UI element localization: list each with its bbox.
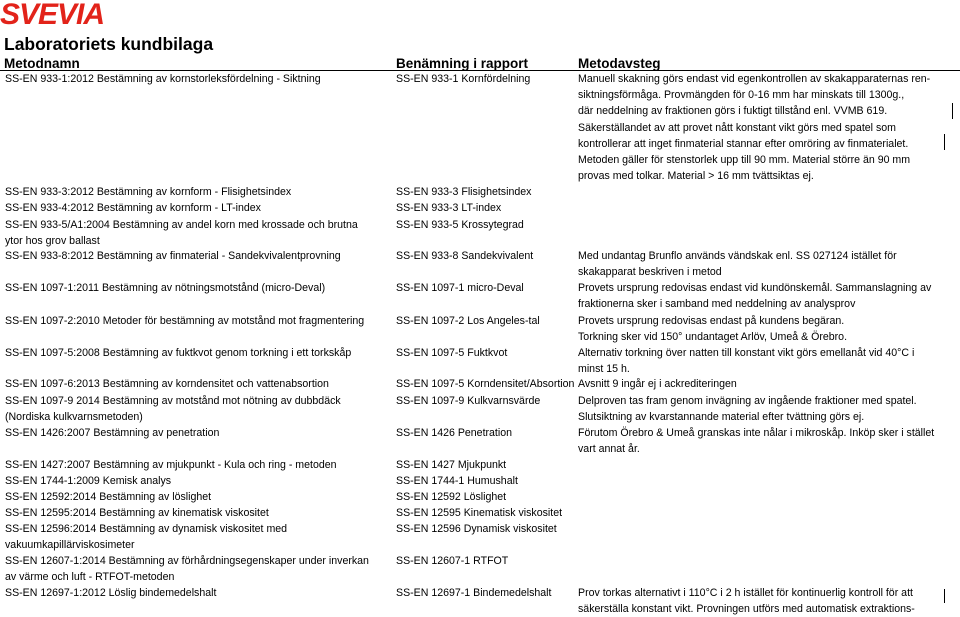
method-name-cell: vakuumkapillärviskosimeter — [5, 539, 135, 552]
method-deviation-cell: Provets ursprung redovisas endast vid kundönskemål. Sammanslagning av — [578, 282, 932, 294]
method-deviation-cell: minst 15 h. — [578, 363, 630, 376]
method-deviation-cell: Metoden gäller för stenstorlek upp till 90 mm. Material större än 90 mm — [578, 154, 911, 166]
column-header-report-name: Benämning i rapport — [396, 56, 529, 71]
method-name-cell: SS-EN 933-3:2012 Bestämning av kornform - Flisighetsindex — [5, 186, 292, 198]
method-name-cell: SS-EN 1744-1:2009 Kemisk analys — [5, 475, 172, 487]
method-deviation-cell: Alternativ torkning över natten till konstant vikt görs emellanåt vid 40°C i — [578, 347, 915, 359]
method-deviation-cell: Säkerställandet av att provet nått konstant vikt görs med spatel som — [578, 121, 896, 134]
report-name-cell: SS-EN 12697-1 Bindemedelshalt — [396, 587, 552, 599]
method-name-cell: av värme och luft - RTFOT-metoden — [5, 571, 175, 584]
report-name-cell: SS-EN 933-1 Kornfördelning — [396, 73, 531, 85]
report-name-cell: SS-EN 1097-5 Korndensitet/Absortion — [396, 378, 575, 390]
cell-border-mark — [944, 134, 945, 150]
method-name-cell: ytor hos grov ballast — [5, 235, 100, 248]
method-deviation-cell: siktningsförmåga. Provmängden för 0-16 mm har minskats till 1300g., — [578, 89, 905, 102]
report-name-cell: SS-EN 933-3 Flisighetsindex — [396, 186, 532, 198]
method-deviation-cell: Provets ursprung redovisas endast på kundens begäran. — [578, 315, 845, 327]
method-deviation-cell: Avsnitt 9 ingår ej i ackrediteringen — [578, 378, 737, 390]
column-header-method-name: Metodnamn — [4, 56, 80, 71]
method-name-cell: SS-EN 1097-5:2008 Bestämning av fuktkvot genom torkning i ett torkskåp — [5, 347, 352, 359]
method-deviation-cell: Prov torkas alternativt i 110°C i 2 h istället för kontinuerlig kontroll för att — [578, 587, 913, 599]
method-name-cell: SS-EN 1097-1:2011 Bestämning av nötningsmotstånd (micro-Deval) — [5, 282, 326, 294]
report-name-cell: SS-EN 12607-1 RTFOT — [396, 555, 509, 567]
report-name-cell: SS-EN 933-3 LT-index — [396, 202, 502, 214]
method-name-cell: SS-EN 1426:2007 Bestämning av penetration — [5, 427, 220, 439]
method-name-cell: SS-EN 12595:2014 Bestämning av kinematisk viskositet — [5, 507, 269, 519]
logo-text: SVEVIA — [0, 0, 105, 30]
method-deviation-cell: provas med tolkar. Material > 16 mm tvättsiktas ej. — [578, 170, 814, 183]
report-name-cell: SS-EN 1744-1 Humushalt — [396, 475, 518, 487]
method-deviation-cell: kontrollerar att inget finmaterial stannar efter omröring av finmaterialet. — [578, 137, 909, 150]
method-deviation-cell: Förutom Örebro & Umeå granskas inte nålar i mikroskåp. Inköp sker i stället — [578, 427, 935, 439]
report-name-cell: SS-EN 1426 Penetration — [396, 427, 513, 439]
method-deviation-cell: Med undantag Brunflo används vändskak enl. SS 027124 istället för — [578, 250, 897, 262]
method-name-cell: SS-EN 12592:2014 Bestämning av löslighet — [5, 491, 212, 503]
cell-border-mark — [944, 589, 945, 603]
report-name-cell: SS-EN 933-8 Sandekvivalent — [396, 250, 534, 262]
report-name-cell: SS-EN 1427 Mjukpunkt — [396, 459, 507, 471]
cell-border-mark — [952, 103, 953, 119]
method-deviation-cell: Delproven tas fram genom invägning av ingående fraktioner med spatel. — [578, 395, 917, 407]
method-deviation-cell: fraktionerna sker i samband med neddelning av analysprov — [578, 298, 856, 311]
method-deviation-cell: Slutsiktning av kvarstannande material efter tvättning görs ej. — [578, 411, 865, 424]
method-deviation-cell: vart annat år. — [578, 443, 640, 456]
report-name-cell: SS-EN 1097-2 Los Angeles-tal — [396, 315, 540, 327]
method-name-cell: SS-EN 1427:2007 Bestämning av mjukpunkt - Kula och ring - metoden — [5, 459, 337, 471]
method-name-cell: (Nordiska kulkvarnsmetoden) — [5, 411, 143, 424]
page-title: Laboratoriets kundbilaga — [4, 34, 214, 54]
report-name-cell: SS-EN 933-5 Krossytegrad — [396, 219, 524, 231]
method-name-cell: SS-EN 12596:2014 Bestämning av dynamisk viskositet med — [5, 523, 288, 535]
method-name-cell: SS-EN 933-4:2012 Bestämning av kornform - LT-index — [5, 202, 261, 214]
method-name-cell: SS-EN 933-8:2012 Bestämning av finmaterial - Sandekvivalentprovning — [5, 250, 341, 262]
report-name-cell: SS-EN 1097-9 Kulkvarnsvärde — [396, 395, 541, 407]
method-deviation-cell: där neddelning av fraktionen görs i fuktigt tillstånd enl. VVMB 619. — [578, 105, 888, 118]
report-name-cell: SS-EN 12595 Kinematisk viskositet — [396, 507, 563, 519]
method-deviation-cell: skakapparat beskriven i metod — [578, 266, 722, 279]
method-name-cell: SS-EN 933-1:2012 Bestämning av kornstorleksfördelning - Siktning — [5, 73, 321, 85]
report-name-cell: SS-EN 12596 Dynamisk viskositet — [396, 523, 557, 535]
method-name-cell: SS-EN 1097-6:2013 Bestämning av korndensitet och vattenabsortion — [5, 378, 329, 390]
column-header-method-deviation: Metodavsteg — [578, 56, 661, 71]
report-name-cell: SS-EN 12592 Löslighet — [396, 491, 507, 503]
method-name-cell: SS-EN 933-5/A1:2004 Bestämning av andel korn med krossade och brutna — [5, 219, 358, 231]
method-name-cell: SS-EN 12607-1:2014 Bestämning av förhårdningsegenskaper under inverkan — [5, 555, 369, 567]
method-deviation-cell: Torkning sker vid 150° undantaget Arlöv, Umeå & Örebro. — [578, 331, 848, 344]
svevia-logo — [0, 0, 140, 30]
report-name-cell: SS-EN 1097-5 Fuktkvot — [396, 347, 508, 359]
method-name-cell: SS-EN 12697-1:2012 Löslig bindemedelshalt — [5, 587, 217, 599]
method-name-cell: SS-EN 1097-2:2010 Metoder för bestämning av motstånd mot fragmentering — [5, 315, 365, 327]
report-name-cell: SS-EN 1097-1 micro-Deval — [396, 282, 524, 294]
method-deviation-cell: Manuell skakning görs endast vid egenkontrollen av skakapparaternas ren- — [578, 73, 931, 85]
method-deviation-cell: säkerställa konstant vikt. Provningen utförs med automatisk extraktions- — [578, 603, 915, 616]
method-name-cell: SS-EN 1097-9 2014 Bestämning av motstånd mot nötning av dubbdäck — [5, 395, 341, 407]
